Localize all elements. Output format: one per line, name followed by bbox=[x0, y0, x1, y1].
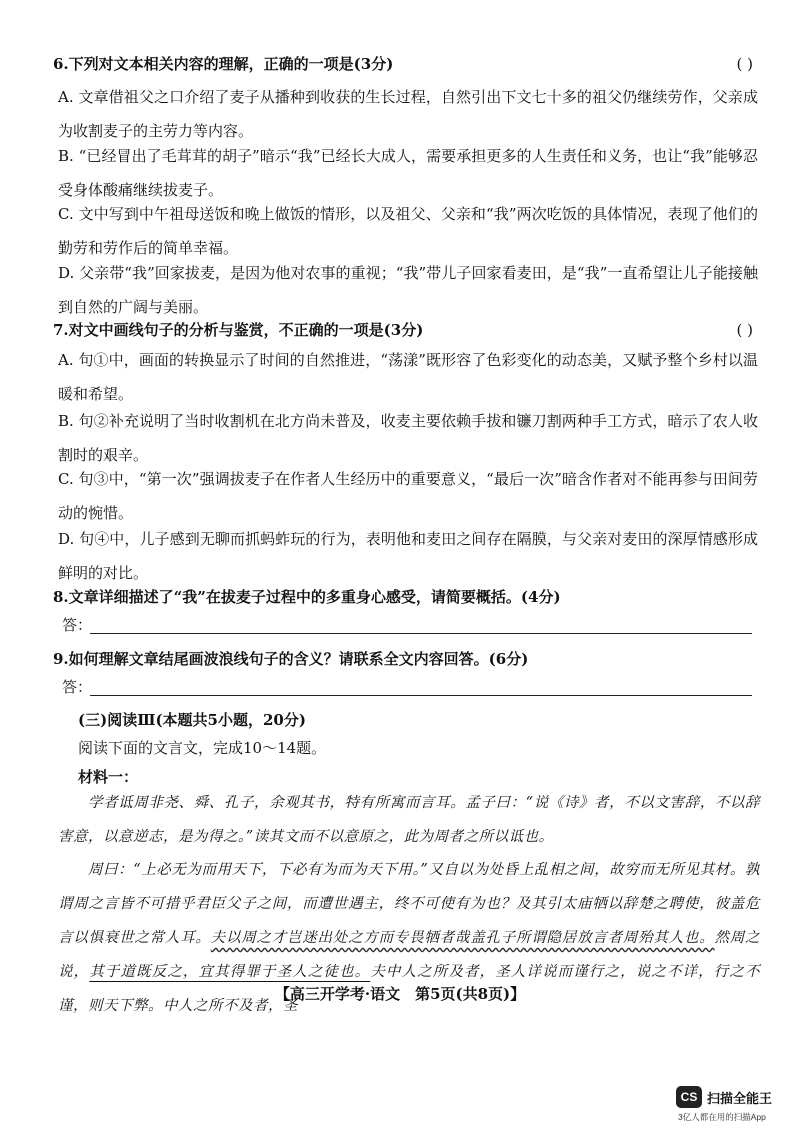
watermark-subtitle: 3亿人都在用的扫描App bbox=[678, 1112, 766, 1122]
question-6-option-c: C. 文中写到中午祖母送饭和晚上做饭的情形，以及祖父、父亲和“我”两次吃饭的具体情况，表现了他们的勤劳和劳作后的简单幸福。 bbox=[58, 205, 758, 257]
wavy-underlined-sentence: 夫以周之才岂迷出处之方而专畏牺者哉盖孔子所谓隐居放言者周殆其人也。 bbox=[210, 930, 715, 946]
page-footer: 【高三开学考·语文 第5页(共8页)】 bbox=[274, 985, 526, 1003]
question-9-answer-line[interactable] bbox=[90, 695, 752, 696]
question-7-text: 7.对文中画线句子的分析与鉴赏，不正确的一项是(3分) bbox=[53, 321, 424, 339]
question-7-option-d: D. 句④中，儿子感到无聊而抓蚂蚱玩的行为，表明他和麦田之间存在隔膜，与父亲对麦田的深厚情感形成鲜明的对比。 bbox=[58, 530, 758, 582]
section-instruction: 阅读下面的文言文，完成10～14题。 bbox=[78, 739, 327, 757]
passage-paragraph-2-text-1: 周曰：“上必无为而用天下，下必有为而为天下用。”又自以为处昏上乱相之间，故穷而无所见其材。孰谓周之言皆不可措乎君臣父子之间，而遭世遇主，终不可使有为也？及其引太庙牺以辞楚之聘使，彼盖危言以惧衰世之常人耳。 bbox=[58, 862, 760, 946]
question-9-answer-label: 答： bbox=[62, 678, 93, 696]
section-title: (三)阅读Ⅲ(本题共5小题，20分) bbox=[78, 711, 306, 729]
passage-paragraph-2-text-3: 夫中人之所及者，圣人详说而谨行之，说之不详，行之不谨，则天下弊。中人之所不及者，圣 bbox=[58, 964, 761, 1014]
question-6-option-b: B. “已经冒出了毛茸茸的胡子”暗示“我”已经长大成人，需要承担更多的人生责任和义务，也让“我”能够忍受身体酸痛继续拔麦子。 bbox=[58, 147, 758, 199]
passage-paragraph-2-text-2: 然周之说， bbox=[58, 930, 761, 980]
passage-paragraph-1: 学者诋周非尧、舜、孔子，余观其书，特有所寓而言耳。孟子曰：“说《诗》者，不以文害辞，不以辞害意，以意逆志，是为得之。”读其文而不以意原之，此为周者之所以诋也。 bbox=[58, 795, 760, 845]
camscanner-logo-icon: CS bbox=[676, 1086, 702, 1108]
question-6-option-d: D. 父亲带“我”回家拔麦，是因为他对农事的重视；“我”带儿子回家看麦田，是“我”一直希望让儿子能接触到自然的广阔与美丽。 bbox=[58, 264, 758, 316]
question-7-option-a: A. 句①中，画面的转换显示了时间的自然推进，“荡漾”既形容了色彩变化的动态美，又赋予整个乡村以温暖和希望。 bbox=[58, 351, 758, 403]
question-6-option-a: A. 文章借祖父之口介绍了麦子从播种到收获的生长过程，自然引出下文七十多的祖父仍继续劳作，父亲成为收割麦子的主劳力等内容。 bbox=[58, 88, 758, 140]
material-label: 材料一： bbox=[78, 768, 139, 786]
question-8-answer-area[interactable] bbox=[62, 614, 752, 640]
underlined-sentence: 其于道既反之，宜其得罪于圣人之徒也。 bbox=[89, 964, 371, 980]
question-8-answer-label: 答： bbox=[62, 616, 93, 634]
question-6-text: 6.下列对文本相关内容的理解，正确的一项是(3分) bbox=[53, 55, 394, 73]
question-6-stem bbox=[53, 54, 753, 74]
scanner-watermark bbox=[676, 1086, 796, 1126]
question-9-answer-area[interactable] bbox=[62, 676, 752, 702]
question-7-answer-paren: ( ) bbox=[736, 321, 753, 339]
question-7-stem bbox=[53, 320, 753, 340]
watermark-title: 扫描全能王 bbox=[707, 1091, 773, 1106]
question-9-stem: 9.如何理解文章结尾画波浪线句子的含义？请联系全文内容回答。(6分) bbox=[53, 650, 529, 668]
question-8-answer-line[interactable] bbox=[90, 633, 752, 634]
question-7-option-b: B. 句②补充说明了当时收割机在北方尚未普及，收麦主要依赖手拔和镰刀割两种手工方式，暗示了农人收割时的艰辛。 bbox=[58, 412, 758, 464]
question-7-option-c: C. 句③中，“第一次”强调拔麦子在作者人生经历中的重要意义，“最后一次”暗含作者对不能再参与田间劳动的惋惜。 bbox=[58, 470, 758, 522]
question-6-answer-paren: ( ) bbox=[736, 55, 753, 73]
question-8-stem: 8.文章详细描述了“我”在拔麦子过程中的多重身心感受，请简要概括。(4分) bbox=[53, 588, 561, 606]
